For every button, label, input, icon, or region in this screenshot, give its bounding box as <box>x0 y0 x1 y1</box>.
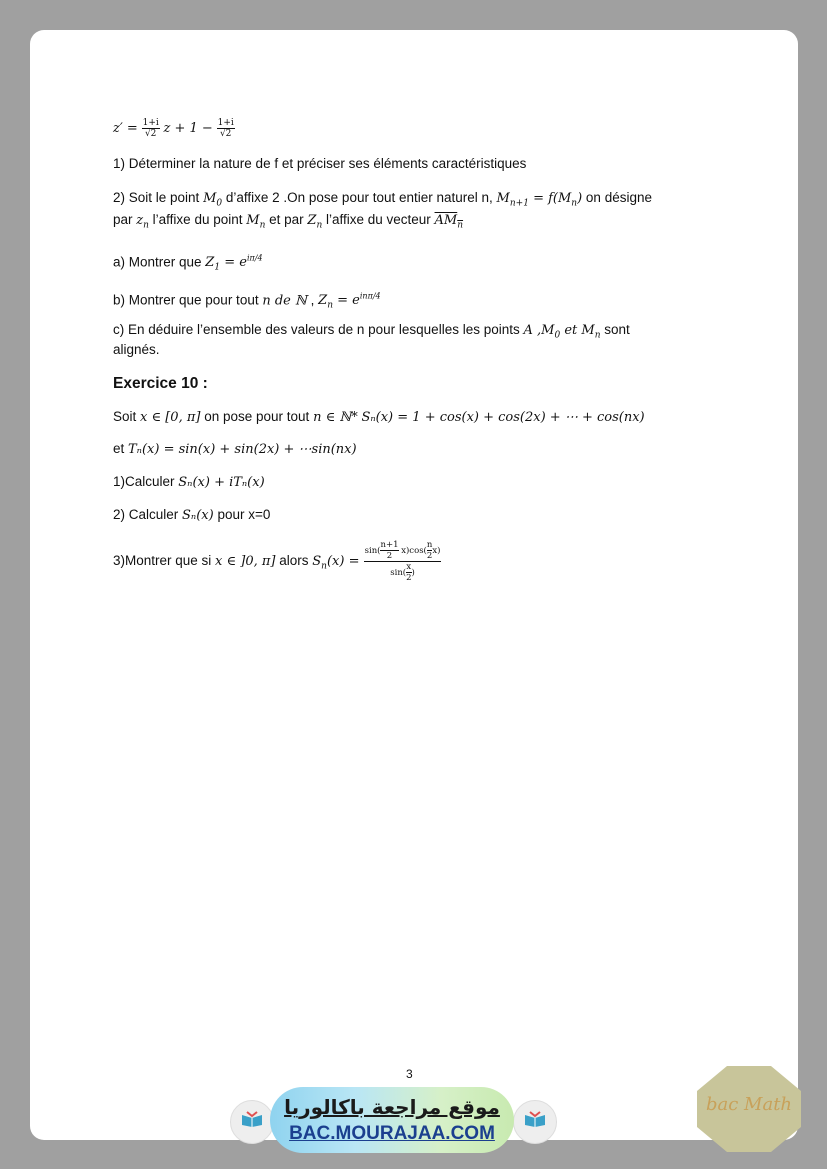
fraction-2-num: 1+i <box>217 118 234 128</box>
question-2-line-2: par $z_n$ l’affixe du point $M_n$ et par $Z_n$ l’affixe du vecteur $AM_n$ <box>113 212 464 231</box>
e1-text-2: on pose pour tout <box>200 409 314 424</box>
exercise-question-3: 3)Montrer que si x ∈ ]0, π] alors $S_n(x)$ = sin( $\frac{n+1}{2}$ x)cos( $\frac{n}{2}$ x) sin( $\frac{x}{2}$ ) <box>113 540 441 583</box>
formula-mid: z + 1 − <box>163 121 213 137</box>
question-a: a) Montrer que $Z_1 = e^{i\pi/4}$ <box>113 254 263 273</box>
question-c-line-1: c) En déduire l’ensemble des valeurs de n pour lesquelles les points A $,M_0$ et $M_n$ sont <box>113 322 630 341</box>
sn-fraction: sin( $\frac{n+1}{2}$ x)cos( $\frac{n}{2}$ x) sin( $\frac{x}{2}$ ) <box>364 540 441 583</box>
fraction-2 <box>217 118 235 139</box>
e1-formula: Sₙ(x) = 1 + cos(x) + cos(2x) + ⋯ + cos(nx) <box>361 410 645 425</box>
e5-text-2: alors <box>275 553 313 569</box>
e4-formula: Sₙ(x) <box>182 508 214 523</box>
q2-text-4: par <box>113 212 137 227</box>
e4-text-1: 2) Calculer <box>113 507 183 522</box>
fraction-1-den: √2 <box>144 129 157 139</box>
q2-text-2: d’affixe 2 .On pose pour tout entier naturel n, <box>222 190 497 205</box>
e5-text-1: 3)Montrer que si <box>113 553 216 569</box>
exercise-10-title: Exercice 10 : <box>113 375 208 392</box>
q2-text-7: l’affixe du vecteur <box>322 212 435 227</box>
exercise-question-2 <box>113 505 270 526</box>
q2-text-6: et par <box>265 212 308 227</box>
book-icon <box>241 1111 263 1127</box>
book-icon <box>524 1111 546 1127</box>
exercise-question-1 <box>113 472 265 493</box>
e4-text-2: pour x=0 <box>213 507 271 522</box>
q2-text-5: l’affixe du point <box>148 212 247 227</box>
fraction-1-num: 1+i <box>142 118 159 128</box>
qc-text-end: sont <box>600 322 630 337</box>
site-banner-link[interactable] <box>270 1087 514 1153</box>
q2-text-3: on désigne <box>582 190 652 205</box>
e2-formula: Tₙ(x) = sin(x) + sin(2x) + ⋯sin(nx) <box>128 442 357 457</box>
page-number: 3 <box>406 1067 413 1081</box>
qc-text-1: c) En déduire l’ensemble des valeurs de n pour lesquelles les points <box>113 322 524 337</box>
e3-text: 1)Calculer <box>113 474 179 489</box>
formula-lhs: z′ = <box>113 121 138 137</box>
question-1: 1) Déterminer la nature de f et préciser ses éléments caractéristiques <box>113 156 527 171</box>
e3-formula: Sₙ(x) + iTₙ(x) <box>178 475 265 490</box>
question-2-line-1: 2) Soit le point $M_0$ d’affixe 2 .On pose pour tout entier naturel n, $M_{n+1} = f(M_n)$ on désigne <box>113 190 652 209</box>
formula-zprime <box>113 118 235 139</box>
site-logo-left <box>230 1100 274 1144</box>
qa-text: a) Montrer que <box>113 254 206 270</box>
exercise-line-1: Soit x ∈ [0, π] on pose pour tout n ∈ ℕ* Sₙ(x) = 1 + cos(x) + cos(2x) + ⋯ + cos(nx) <box>113 409 645 425</box>
e2-text: et <box>113 441 129 456</box>
e1-text-1: Soit <box>113 409 141 424</box>
qb-exponent: nπ/4 <box>362 292 381 301</box>
q2-text-1: 2) Soit le point <box>113 190 204 205</box>
qa-exponent: π/4 <box>249 254 263 263</box>
qb-text: b) Montrer que pour tout <box>113 292 263 308</box>
question-c-line-2: alignés. <box>113 342 160 357</box>
site-logo-right <box>513 1100 557 1144</box>
fraction-1 <box>142 118 160 139</box>
exercise-line-2 <box>113 439 357 460</box>
badge-text: bac Math <box>705 1094 793 1115</box>
site-url[interactable]: BAC.MOURAJAA.COM <box>289 1123 495 1144</box>
site-name-arabic[interactable]: موقع مراجعة باكالوريا <box>284 1095 500 1119</box>
qb-domain: n de ℕ <box>262 293 307 309</box>
fraction-2-den: √2 <box>219 129 232 139</box>
bac-math-badge <box>697 1066 801 1152</box>
question-b: b) Montrer que pour tout n de ℕ , $Z_n = e^{in\pi/4}$ <box>113 292 381 311</box>
